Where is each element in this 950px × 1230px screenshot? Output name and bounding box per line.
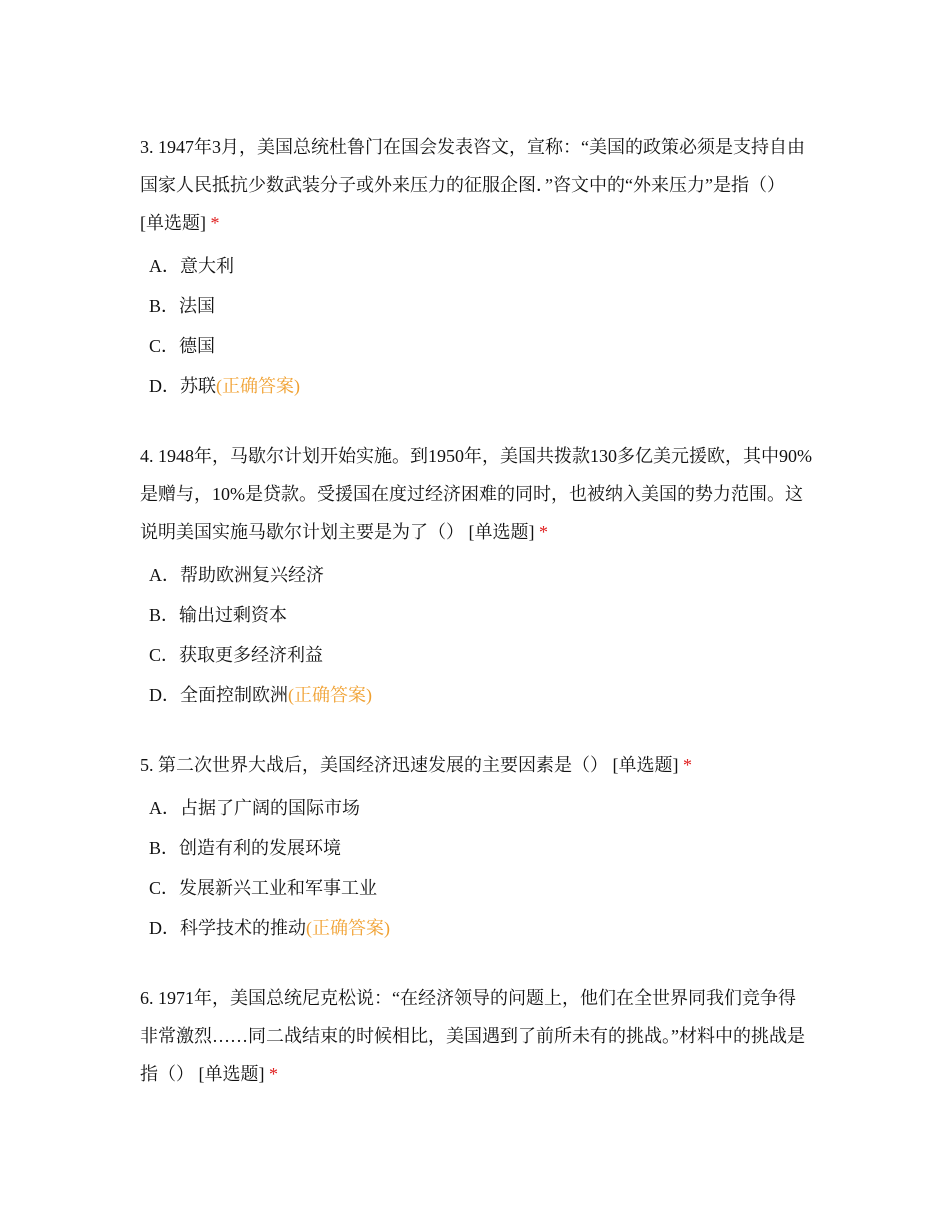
correct-answer-tag: (正确答案): [306, 918, 390, 938]
required-star: *: [269, 1064, 278, 1084]
question-label: 5. 第二次世界大战后，美国经济迅速发展的主要因素是（） [单选题]: [140, 755, 679, 775]
option-label: B．输出过剩资本: [149, 605, 288, 625]
option-c[interactable]: [140, 326, 812, 366]
option-label: A．意大利: [149, 256, 234, 276]
option-label: D．科学技术的推动: [149, 918, 306, 938]
option-a[interactable]: [140, 246, 812, 286]
option-label: C．德国: [149, 336, 216, 356]
option-b[interactable]: [140, 828, 812, 868]
survey-page: [140, 128, 812, 1124]
option-d[interactable]: [140, 675, 812, 715]
question-text: [140, 437, 812, 551]
option-label: A．帮助欧洲复兴经济: [149, 565, 324, 585]
question-4: [140, 437, 812, 715]
question-3: [140, 128, 812, 406]
question-text: [140, 979, 812, 1093]
option-label: D．苏联: [149, 376, 216, 396]
question-5: [140, 746, 812, 948]
option-d[interactable]: [140, 366, 812, 406]
required-star: *: [539, 522, 548, 542]
question-label: 3. 1947年3月，美国总统杜鲁门在国会发表咨文，宣称：“美国的政策必须是支持自由国家人民抵抗少数武装分子或外来压力的征服企图．”咨文中的“外来压力”是指（） [单选题]: [140, 137, 805, 233]
option-list: [140, 246, 812, 406]
option-label: A．占据了广阔的国际市场: [149, 798, 360, 818]
option-a[interactable]: [140, 555, 812, 595]
option-list: [140, 555, 812, 715]
option-label: B．法国: [149, 296, 216, 316]
required-star: *: [683, 755, 692, 775]
question-6: [140, 979, 812, 1093]
option-label: D．全面控制欧洲: [149, 685, 288, 705]
correct-answer-tag: (正确答案): [288, 685, 372, 705]
question-label: 6. 1971年，美国总统尼克松说：“在经济领导的问题上，他们在全世界同我们竞争得非常激烈……同二战结束的时候相比，美国遇到了前所未有的挑战。”材料中的挑战是指（） [单选题]: [140, 988, 805, 1084]
option-list: [140, 788, 812, 948]
option-d[interactable]: [140, 908, 812, 948]
option-label: B．创造有利的发展环境: [149, 838, 342, 858]
option-label: C．发展新兴工业和军事工业: [149, 878, 378, 898]
option-label: C．获取更多经济利益: [149, 645, 324, 665]
question-label: 4. 1948年，马歇尔计划开始实施。到1950年，美国共拨款130多亿美元援欧，其中90%是赠与，10%是贷款。受援国在度过经济困难的同时，也被纳入美国的势力范围。这说明美国实施马歇尔计划主要是为了（） [单选题]: [140, 446, 812, 542]
option-b[interactable]: [140, 595, 812, 635]
question-text: [140, 746, 812, 784]
question-text: [140, 128, 812, 242]
option-c[interactable]: [140, 635, 812, 675]
option-b[interactable]: [140, 286, 812, 326]
required-star: *: [210, 213, 220, 233]
correct-answer-tag: (正确答案): [216, 376, 300, 396]
option-a[interactable]: [140, 788, 812, 828]
option-c[interactable]: [140, 868, 812, 908]
